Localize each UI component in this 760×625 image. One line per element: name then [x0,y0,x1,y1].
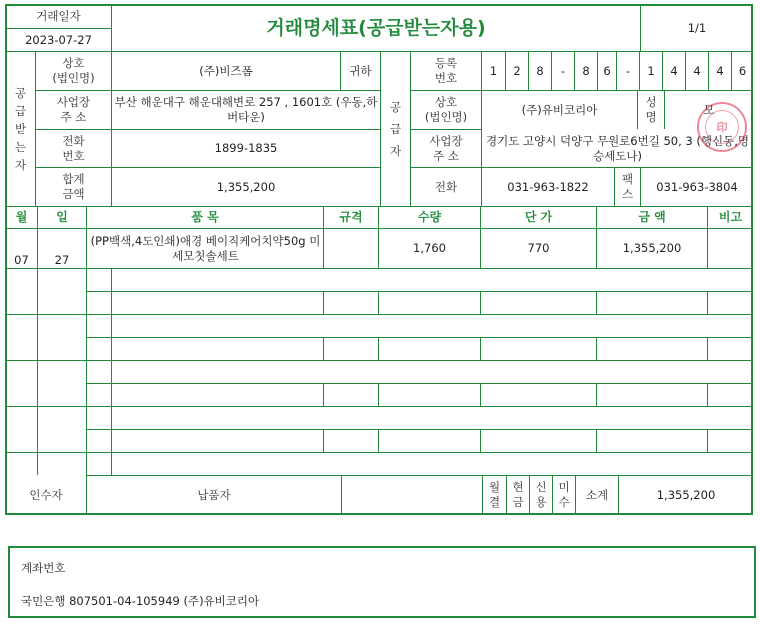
receiver-total-label: 합계 금액 [62,172,85,201]
col-header-month: 월 [15,210,28,224]
row-month: 07 [14,252,29,267]
bank-account-box [8,546,756,618]
supplier-fax-value: 031-963-3804 [656,179,738,194]
supplier-name-label: 성 명 [645,95,657,124]
page-number: 1/1 [687,20,707,35]
col-header-qty: 수량 [417,210,442,224]
row-day: 27 [54,252,70,267]
col-header-unit-price: 단 가 [524,210,553,224]
supplier-fax-label: 팩 스 [621,172,634,201]
pay-cash-label: 현 금 [512,480,524,509]
reg-digit: 4 [693,63,701,78]
row-amount: 1,355,200 [622,241,682,255]
seal-stamp-text: 印 [705,110,739,144]
col-header-note: 비고 [718,210,743,224]
receiver-company-value: (주)비즈폼 [199,63,253,78]
date-label: 거래일자 [36,9,81,23]
receiver-sign-label: 인수자 [29,487,63,502]
reg-digit: 8 [582,63,590,78]
document-title: 거래명세표(공급받는자용) [266,16,486,39]
reg-digit: - [560,63,566,78]
receiver-phone-value: 1899-1835 [214,141,278,155]
row-spec [324,229,378,268]
reg-digit: 1 [647,63,655,78]
pay-unpaid-label: 미 수 [558,480,570,509]
col-header-spec: 규격 [339,210,363,224]
pay-monthly-label: 월 결 [488,480,501,509]
receiver-honorific: 귀하 [349,63,372,78]
row-unit-price: 770 [527,241,550,255]
date-value: 2023-07-27 [25,32,92,47]
receiver-side-label: 공 급 받 는 자 [14,86,27,172]
row-item: (PP백색,4도인쇄)애경 베이직케어치약50g 미세모칫솔세트 [90,233,321,263]
deliverer-sign-label: 납품자 [197,487,231,502]
supplier-company-label: 상호 (법인명) [424,95,468,124]
bank-account-value: 국민은행 807501-04-105949 (주)유비코리아 [21,594,260,608]
receiver-address-label: 사업장 주 소 [56,95,91,124]
row-note [708,229,753,268]
supplier-phone-value: 031-963-1822 [507,179,589,194]
supplier-name-value: 모 [703,102,715,117]
row-qty: 1,760 [413,241,446,255]
subtotal-value: 1,355,200 [656,487,716,502]
reg-digit: 4 [670,63,678,78]
col-header-item: 품 목 [191,210,219,224]
receiver-phone-label: 전화 번호 [62,133,85,163]
receiver-total-value: 1,355,200 [216,179,276,194]
reg-digit: 1 [489,63,498,78]
seal-stamp-icon [697,102,747,152]
reg-digit: - [625,63,631,78]
reg-digit: 4 [716,63,724,78]
pay-credit-label: 신 용 [535,480,547,509]
bank-account-label: 계좌번호 [21,561,66,575]
supplier-phone-label: 전화 [434,179,458,194]
subtotal-label: 소계 [585,487,609,502]
reg-digit: 6 [738,63,747,78]
supplier-address-value: 경기도 고양시 덕양구 무원로6번길 50, 3 (행신동,명승세도나) [486,133,749,163]
reg-digit: 8 [536,63,544,78]
col-header-day: 일 [56,210,68,224]
receiver-address-value: 부산 해운대구 해운대해변로 257 , 1601호 (우동,하버타운) [114,95,378,124]
supplier-company-value: (주)유비코리아 [521,102,598,117]
supplier-reg-label: 등록 번호 [434,56,458,85]
receiver-company-label: 상호 (법인명) [52,56,95,85]
reg-digit: 2 [513,63,521,78]
col-header-amount: 금 액 [638,210,666,224]
supplier-address-label: 사업장 주 소 [429,133,463,163]
supplier-side-label: 공 급 자 [389,100,402,158]
reg-digit: 6 [603,63,611,78]
